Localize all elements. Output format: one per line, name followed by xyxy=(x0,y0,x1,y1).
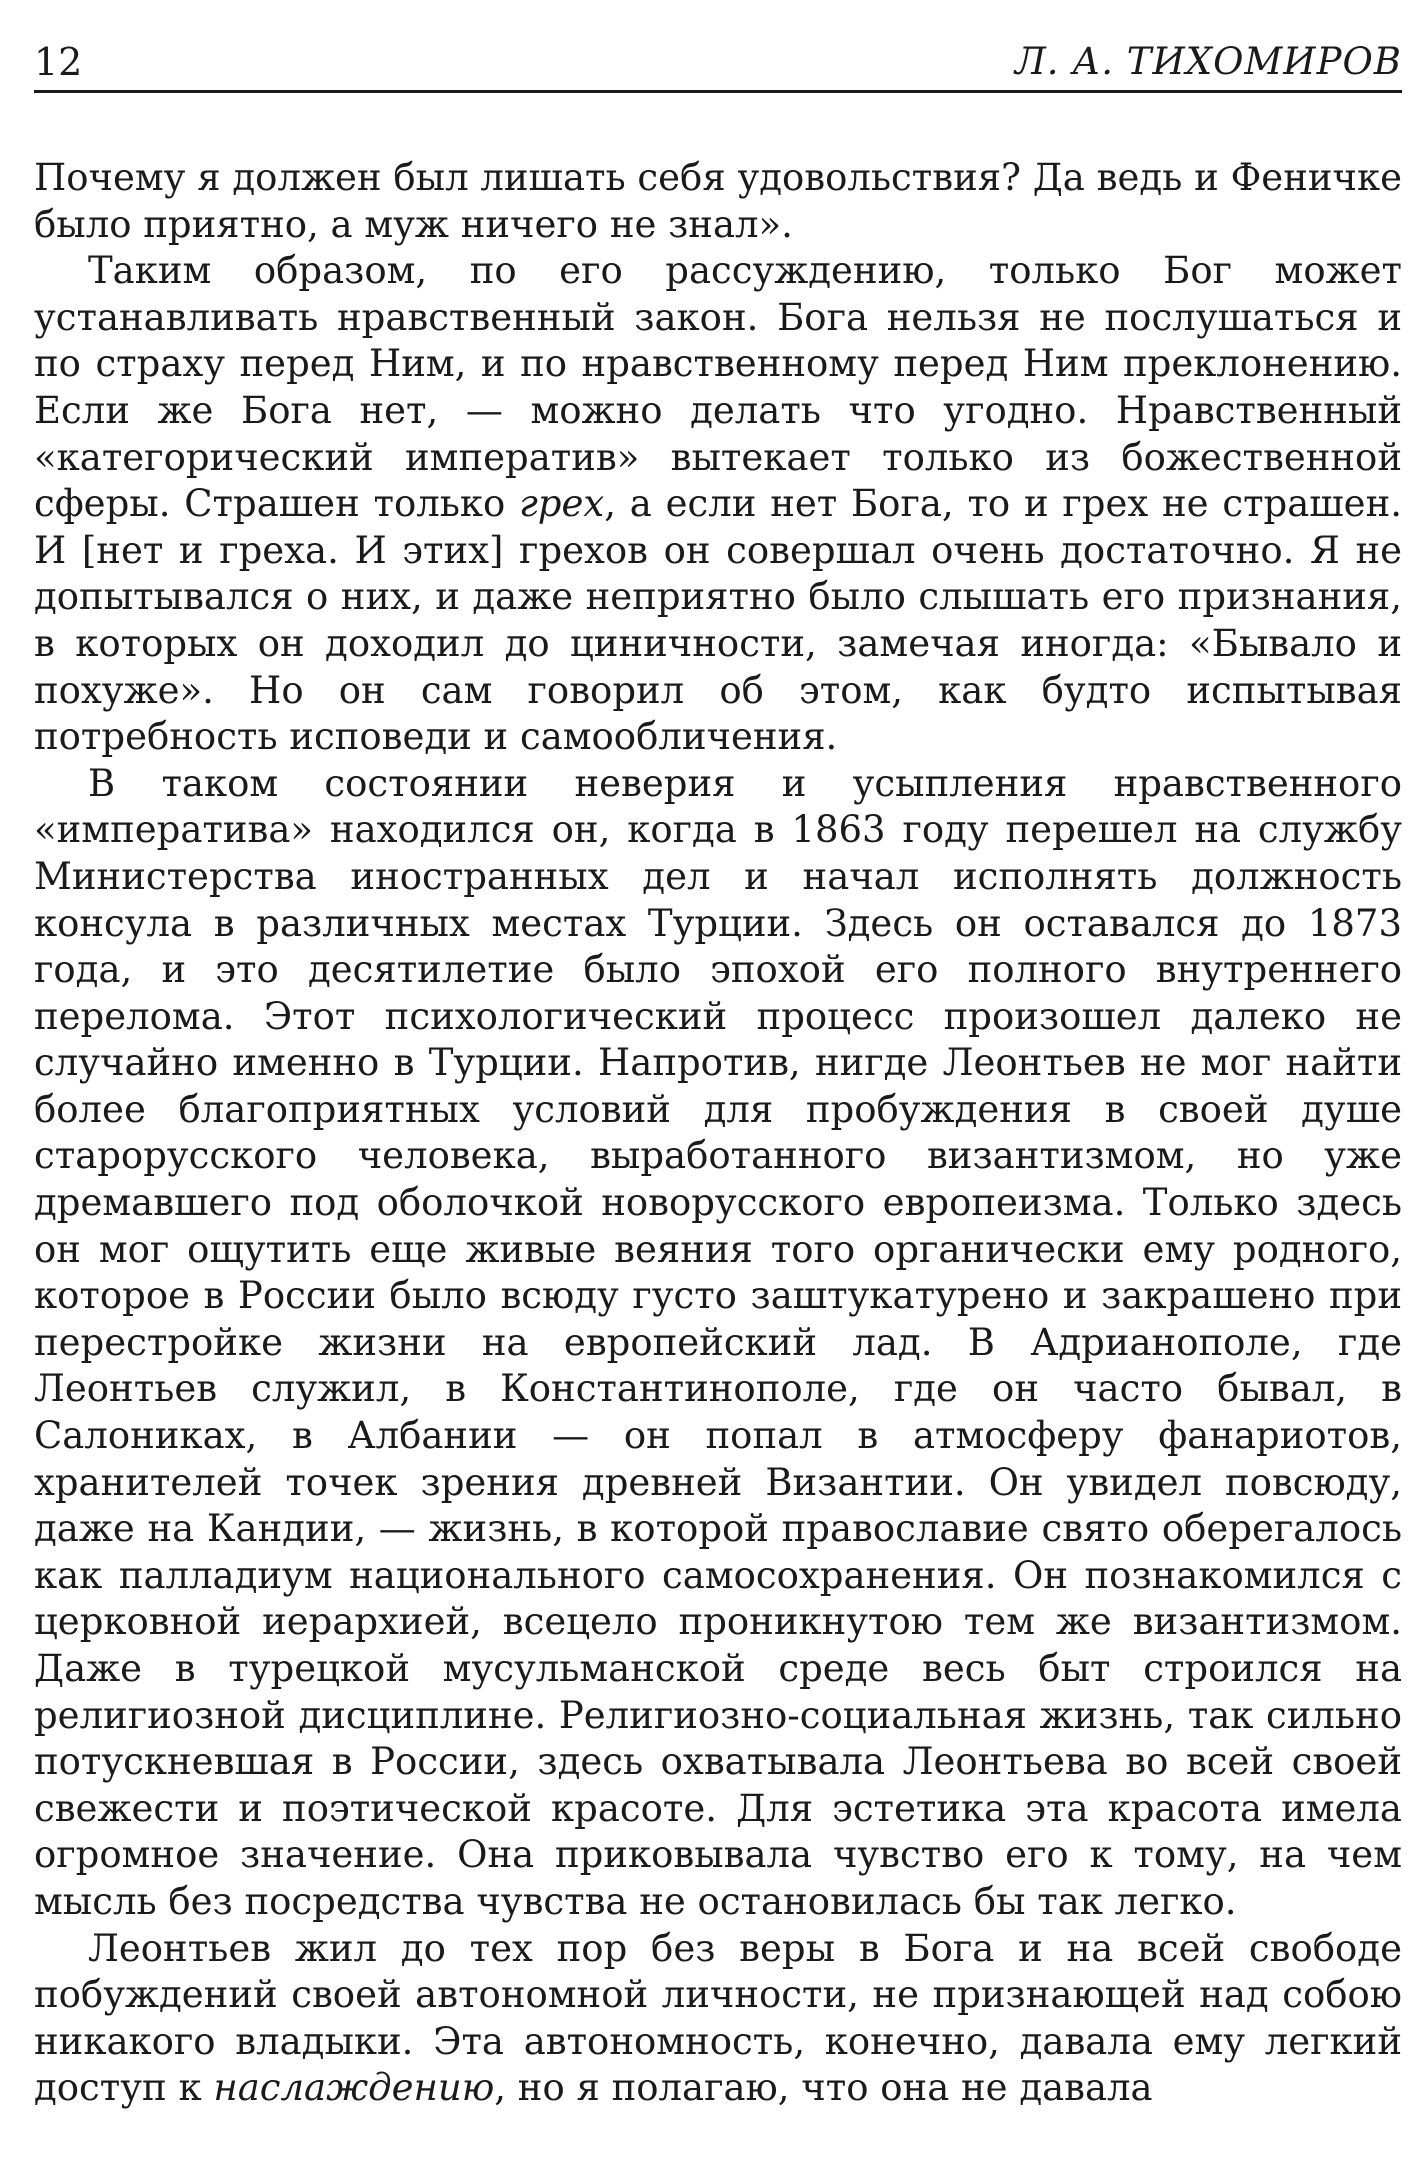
book-page xyxy=(34,34,1402,2112)
paragraph-1: Почему я должен был лишать себя удовольствия? Да ведь и Феничке было приятно, а муж ничего не знал». xyxy=(34,156,1402,246)
running-head xyxy=(34,34,1402,93)
paragraph-4-text-before: Леонтьев жил до тех пор без веры в Бога и на всей свободе побуждений своей автономной личности, не признающей над собою никакого владыки. Эта автономность, конечно, давала ему легкий доступ к xyxy=(34,1926,1402,2110)
paragraph-2-text-before: Таким образом, по его рассуждению, только Бог может устанавливать нравственный закон. Бога нельзя не послушаться и по страху перед Ним, и по нравственному перед Ним преклонению. Если же Бога нет, — можно делать что угодно. Нравственный «категорический императив» вытекает только из божественной сферы. Страшен только xyxy=(34,249,1402,526)
paragraph-2-emphasis: грех xyxy=(519,482,605,526)
running-title: Л. А. ТИХОМИРОВ xyxy=(1014,40,1402,83)
paragraph-3: В таком состоянии неверия и усыпления нравственного «императива» находился он, когда в 1863 году перешел на службу Министерства иностранных дел и начал исполнять должность консула в различных местах Турции. Здесь он оставался до 1873 года, и это десятилетие было эпохой его полного внутреннего перелома. Этот психологический процесс произошел далеко не случайно именно в Турции. Напротив, нигде Леонтьев не мог найти более благоприятных условий для пробуждения в своей душе старорусского человека, выработанного византизмом, но уже дремавшего под оболочкой новорусского европеизма. Только здесь он мог ощутить еще живые веяния того органически ему родного, которое в России было всюду густо заштукатурено и закрашено при перестройке жизни на европейский лад. В Адрианополе, где Леонтьев служил, в Константинополе, где он часто бывал, в Салониках, в Албании — он попал в атмосферу фанариотов, хранителей точек зрения древней Византии. Он увидел повсюду, даже на Кандии, — жизнь, в которой православие свято оберегалось как палладиум национального самосохранения. Он познакомился с церковной иерархией, всецело проникнутою тем же византизмом. Даже в турецкой мусульманской среде весь быт строился на религиозной дисциплине. Религиозно-социальная жизнь, так сильно потускневшая в России, здесь охватывала Леонтьева во всей своей свежести и поэтической красоте. Для эстетика эта красота имела огромное значение. Она приковывала чувство его к тому, на чем мысль без посредства чувства не остановилась бы так легко. xyxy=(34,761,1402,1923)
paragraph-4-emphasis: наслаждению xyxy=(213,2066,495,2110)
paragraph-2 xyxy=(34,248,1402,761)
body-text xyxy=(34,155,1402,2112)
page-number: 12 xyxy=(34,40,83,84)
paragraph-4 xyxy=(34,1926,1402,2112)
paragraph-2-text-after: , а если нет Бога, то и грех не страшен. И [нет и греха. И этих] грехов он совершал очень достаточно. Я не допытывался о них, и даже неприятно было слышать его признания, в которых он доходил до циничности, замечая иногда: «Бывало и похуже». Но он сам говорил об этом, как будто испытывая потребность исповеди и самообличения. xyxy=(34,482,1403,759)
paragraph-4-text-after: , но я полагаю, что она не давала xyxy=(494,2066,1153,2110)
